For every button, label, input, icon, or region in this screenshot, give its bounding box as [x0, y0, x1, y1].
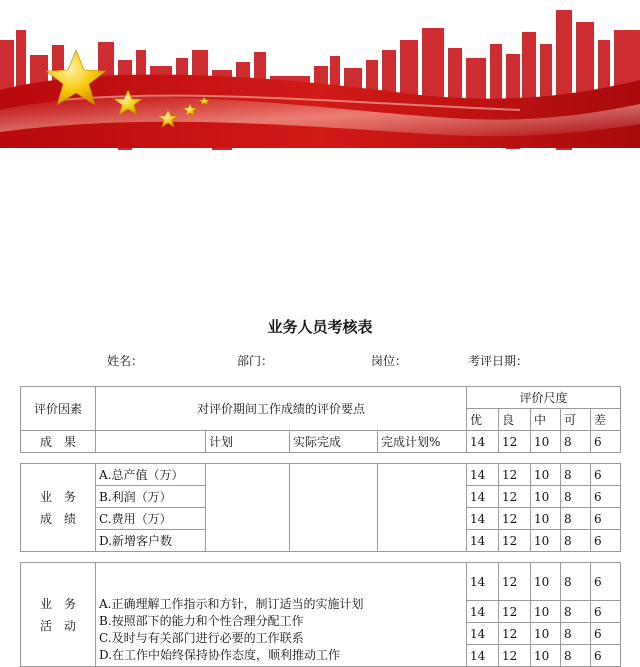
item-text: D.在工作中始终保持协作态度，顺利推动工作 [99, 648, 341, 662]
score-cell: 12 [499, 645, 531, 667]
results-row [21, 431, 621, 453]
score-cell: 14 [467, 486, 499, 508]
score-cell: 8 [561, 464, 591, 486]
results-blank-cell [96, 431, 206, 453]
item-text: C.及时与有关部门进行必要的工作联系 [99, 631, 304, 645]
scale-header: 评价尺度 [467, 387, 621, 409]
score-cell: 8 [561, 530, 591, 552]
document-title: 业务人员考核表 [267, 318, 373, 336]
plan-input-cell[interactable] [206, 464, 290, 552]
score-cell: 12 [499, 623, 531, 645]
item-text: D.新增客户数 [96, 530, 206, 552]
score-cell: 8 [561, 623, 591, 645]
score-cell: 8 [561, 486, 591, 508]
section-label-performance: 业 务 成 绩 [21, 464, 96, 552]
score-cell: 6 [591, 530, 621, 552]
score-cell: 12 [499, 431, 531, 453]
score-cell: 6 [591, 508, 621, 530]
actual-column-header: 实际完成 [290, 431, 378, 453]
score-cell: 8 [561, 645, 591, 667]
actual-input-cell[interactable] [290, 464, 378, 552]
score-cell: 12 [499, 530, 531, 552]
score-cell: 14 [467, 563, 499, 601]
score-cell: 14 [467, 623, 499, 645]
score-cell: 10 [531, 431, 561, 453]
activity-points [96, 563, 467, 667]
score-cell: 6 [591, 563, 621, 601]
score-cell: 10 [531, 486, 561, 508]
score-cell: 12 [499, 563, 531, 601]
grade-header: 良 [499, 409, 531, 431]
item-text: A.正确理解工作指示和方针，制订适当的实施计划 [99, 597, 364, 611]
item-text: C.费用（万） [96, 508, 206, 530]
grade-header: 中 [531, 409, 561, 431]
score-cell: 14 [467, 464, 499, 486]
score-cell: 12 [499, 464, 531, 486]
score-cell: 10 [531, 464, 561, 486]
score-cell: 6 [591, 486, 621, 508]
score-cell: 14 [467, 508, 499, 530]
factor-header: 评价因素 [21, 387, 96, 431]
name-label: 姓名： [107, 354, 144, 368]
score-cell: 12 [499, 508, 531, 530]
results-label: 成 果 [21, 431, 96, 453]
points-header: 对评价期间工作成绩的评价要点 [96, 387, 467, 431]
score-cell: 14 [467, 601, 499, 623]
row-spacer [21, 552, 621, 563]
item-text: B.利润（万） [96, 486, 206, 508]
score-cell: 10 [531, 508, 561, 530]
score-cell: 10 [531, 563, 561, 601]
score-cell: 6 [591, 601, 621, 623]
score-cell: 6 [591, 623, 621, 645]
info-fields [0, 352, 640, 370]
score-cell: 14 [467, 530, 499, 552]
score-cell: 12 [499, 486, 531, 508]
score-cell: 10 [531, 623, 561, 645]
department-label: 部门： [237, 354, 274, 368]
grade-header: 可 [561, 409, 591, 431]
score-cell: 8 [561, 601, 591, 623]
percent-column-header: 完成计划% [378, 431, 467, 453]
table-row [21, 464, 621, 486]
evaluation-date-label: 考评日期： [468, 354, 529, 368]
score-cell: 8 [561, 508, 591, 530]
percent-input-cell[interactable] [378, 464, 467, 552]
row-spacer [21, 453, 621, 464]
score-cell: 12 [499, 601, 531, 623]
score-cell: 10 [531, 601, 561, 623]
plan-column-header: 计划 [206, 431, 290, 453]
score-cell: 10 [531, 645, 561, 667]
position-label: 岗位： [371, 354, 408, 368]
grade-header: 差 [591, 409, 621, 431]
item-text: B.按照部下的能力和个性合理分配工作 [99, 614, 304, 628]
score-cell: 10 [531, 530, 561, 552]
grade-header: 优 [467, 409, 499, 431]
section-label-activities: 业 务 活 动 [21, 563, 96, 667]
table-row [21, 563, 621, 601]
score-cell: 6 [591, 645, 621, 667]
score-cell: 6 [591, 431, 621, 453]
score-cell: 8 [561, 431, 591, 453]
score-cell: 6 [591, 464, 621, 486]
header-banner [0, 0, 640, 148]
score-cell: 14 [467, 431, 499, 453]
item-text: A.总产值（万） [96, 464, 206, 486]
evaluation-table [20, 386, 620, 663]
score-cell: 14 [467, 645, 499, 667]
score-cell: 8 [561, 563, 591, 601]
